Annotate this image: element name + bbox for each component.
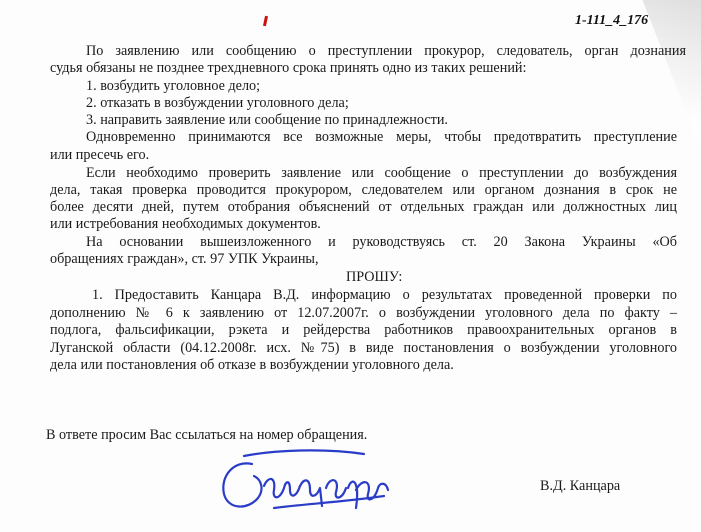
intro-line-2: судья обязаны не позднее трехдневного срока принять одно из таких решений: <box>50 60 527 76</box>
decision-item-3: 3. направить заявление или сообщение по принадлежности. <box>86 112 448 128</box>
intro-line-1: По заявлению или сообщению о преступлении прокурор, следователь, орган дознания <box>86 43 686 59</box>
basis-line-1: На основании вышеизложенного и руководствуясь ст. 20 Закона Украины «Об <box>86 234 677 250</box>
red-ink-mark <box>263 16 268 26</box>
handwritten-signature <box>214 446 414 518</box>
request-line-2: дополнению № 6 к заявлению от 12.07.2007г. о возбуждении уголовного дела по факту – <box>50 305 677 321</box>
request-line-3: подлога, фальсификации, рэкета и рейдерства работников правоохранительных органов в <box>50 322 677 338</box>
request-line-1: 1. Предоставить Канцара В.Д. информацию о результатах проведенной проверки по <box>92 287 677 303</box>
check-line-3: более десяти дней, путем отобрания объяснений от отдельных граждан или должностных лиц <box>50 199 677 215</box>
request-line-4: Луганской области (04.12.2008г. исх. №75) в виде постановления о возбуждении уголовного <box>50 340 677 356</box>
signer-name: В.Д. Канцара <box>540 478 621 494</box>
document-id: 1-111_4_176 <box>575 13 649 28</box>
decision-item-2: 2. отказать в возбуждении уголовного дела; <box>86 95 349 111</box>
measures-line-1: Одновременно принимаются все возможные меры, чтобы предотвратить преступление <box>86 129 677 145</box>
check-line-1: Если необходимо проверить заявление или сообщение о преступлении до возбуждения <box>86 165 677 181</box>
basis-line-2: обращениях граждан», ст. 97 УПК Украины, <box>50 251 319 267</box>
decision-item-1: 1. возбудить уголовное дело; <box>86 78 261 94</box>
measures-line-2: или пресечь его. <box>50 147 150 163</box>
request-line-5: дела или постановления об отказе в возбуждении уголовного дела. <box>50 357 454 373</box>
request-heading: ПРОШУ: <box>346 269 403 285</box>
check-line-2: дела, такая проверка проводится прокурором, следователем или органом дознания в срок не <box>50 182 677 198</box>
check-line-4: или истребования необходимых документов. <box>50 216 321 232</box>
reply-note: В ответе просим Вас ссылаться на номер обращения. <box>46 427 368 443</box>
